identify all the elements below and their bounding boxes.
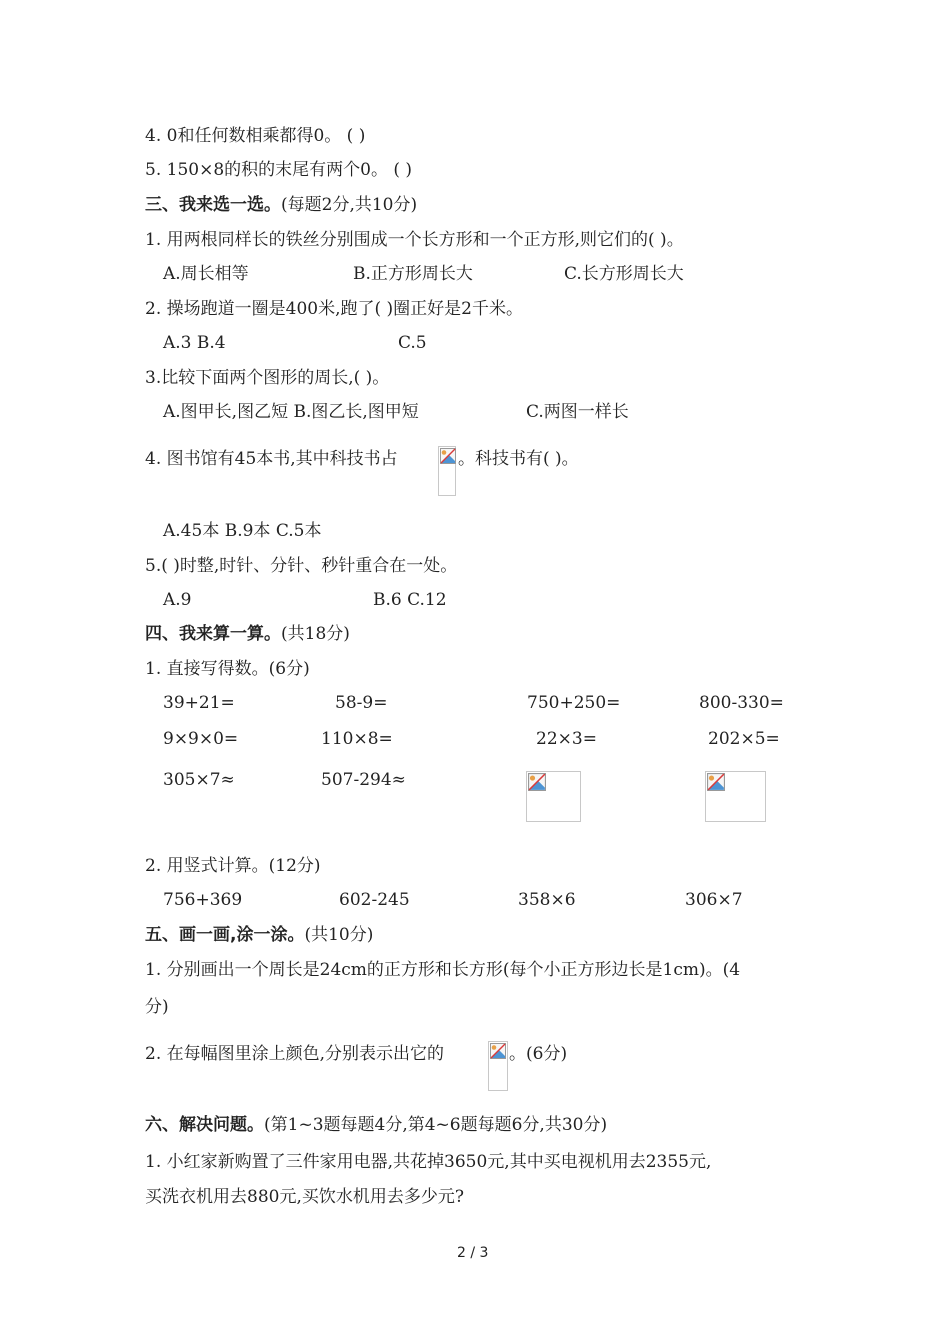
calc-item-1: 39+21= <box>163 693 235 713</box>
calc-item-7: 22×3= <box>536 729 597 749</box>
choice-question-4-part2: 。科技书有( )。 <box>458 449 579 469</box>
section-4-note: (共18分) <box>281 624 350 644</box>
choice-1-option-a: A.周长相等 <box>163 264 249 284</box>
section-3-title: 三、我来选一选。 <box>145 195 281 215</box>
question-4-line: 4. 0和任何数相乘都得0。 ( ) <box>145 126 366 146</box>
section-5-title: 五、画一画,涂一涂。 <box>145 925 305 945</box>
choice-question-2: 2. 操场跑道一圈是400米,跑了( )圈正好是2千米。 <box>145 299 523 319</box>
section-3-heading <box>145 194 417 216</box>
choice-3-options-ab: A.图甲长,图乙短 B.图乙长,图甲短 <box>163 402 419 422</box>
calc-item-2: 58-9= <box>335 693 388 713</box>
missing-image-icon <box>705 771 766 822</box>
calc-question-1: 1. 直接写得数。(6分) <box>145 659 310 679</box>
vertical-calc-4: 306×7 <box>685 890 743 910</box>
problem-1-line2: 买洗衣机用去880元,买饮水机用去多少元? <box>145 1187 464 1207</box>
problem-1-line1: 1. 小红家新购置了三件家用电器,共花掉3650元,其中买电视机用去2355元, <box>145 1152 712 1172</box>
section-5-note: (共10分) <box>304 925 374 945</box>
choice-2-options-ab: A.3 B.4 <box>163 333 226 353</box>
calc-item-3: 750+250= <box>527 693 621 713</box>
choice-question-3: 3.比较下面两个图形的周长,( )。 <box>145 368 390 388</box>
section-5-heading <box>145 924 373 946</box>
draw-question-2-part2: 。(6分) <box>509 1044 568 1064</box>
choice-1-option-b: B.正方形周长大 <box>353 264 473 284</box>
fraction-image-icon <box>488 1041 508 1091</box>
vertical-calc-2: 602-245 <box>339 890 410 910</box>
calc-item-6: 110×8= <box>321 729 393 749</box>
section-6-heading <box>145 1114 607 1136</box>
choice-question-1: 1. 用两根同样长的铁丝分别围成一个长方形和一个正方形,则它们的( )。 <box>145 230 684 250</box>
draw-question-1-line1: 1. 分别画出一个周长是24cm的正方形和长方形(每个小正方形边长是1cm)。(4 <box>145 960 741 980</box>
page-number: 2 / 3 <box>457 1245 489 1261</box>
calc-item-4: 800-330= <box>699 693 784 713</box>
choice-5-options-bc: B.6 C.12 <box>373 590 447 610</box>
draw-question-1-line2: 分) <box>145 997 169 1017</box>
vertical-calc-3: 358×6 <box>518 890 576 910</box>
section-4-heading <box>145 623 350 645</box>
vertical-calc-1: 756+369 <box>163 890 243 910</box>
section-4-title: 四、我来算一算。 <box>145 624 281 644</box>
choice-question-5: 5.( )时整,时针、分针、秒针重合在一处。 <box>145 556 458 576</box>
choice-4-options: A.45本 B.9本 C.5本 <box>163 521 322 541</box>
section-6-note: (第1~3题每题4分,第4~6题每题6分,共30分) <box>264 1115 608 1135</box>
draw-question-2-part1: 2. 在每幅图里涂上颜色,分别表示出它的 <box>145 1044 445 1064</box>
choice-question-4-part1: 4. 图书馆有45本书,其中科技书占 <box>145 449 398 469</box>
choice-3-option-c: C.两图一样长 <box>526 402 629 422</box>
calc-item-10: 507-294≈ <box>321 770 406 790</box>
section-3-note: (每题2分,共10分) <box>281 195 418 215</box>
section-6-title: 六、解决问题。 <box>145 1115 264 1135</box>
missing-image-icon <box>526 771 581 822</box>
calc-item-5: 9×9×0= <box>163 729 239 749</box>
choice-5-option-a: A.9 <box>163 590 192 610</box>
calc-question-2: 2. 用竖式计算。(12分) <box>145 856 321 876</box>
choice-1-option-c: C.长方形周长大 <box>564 264 684 284</box>
choice-2-option-c: C.5 <box>398 333 427 353</box>
calc-item-8: 202×5= <box>708 729 780 749</box>
question-5-line: 5. 150×8的积的末尾有两个0。 ( ) <box>145 160 413 180</box>
fraction-image-icon <box>438 446 456 496</box>
calc-item-9: 305×7≈ <box>163 770 235 790</box>
